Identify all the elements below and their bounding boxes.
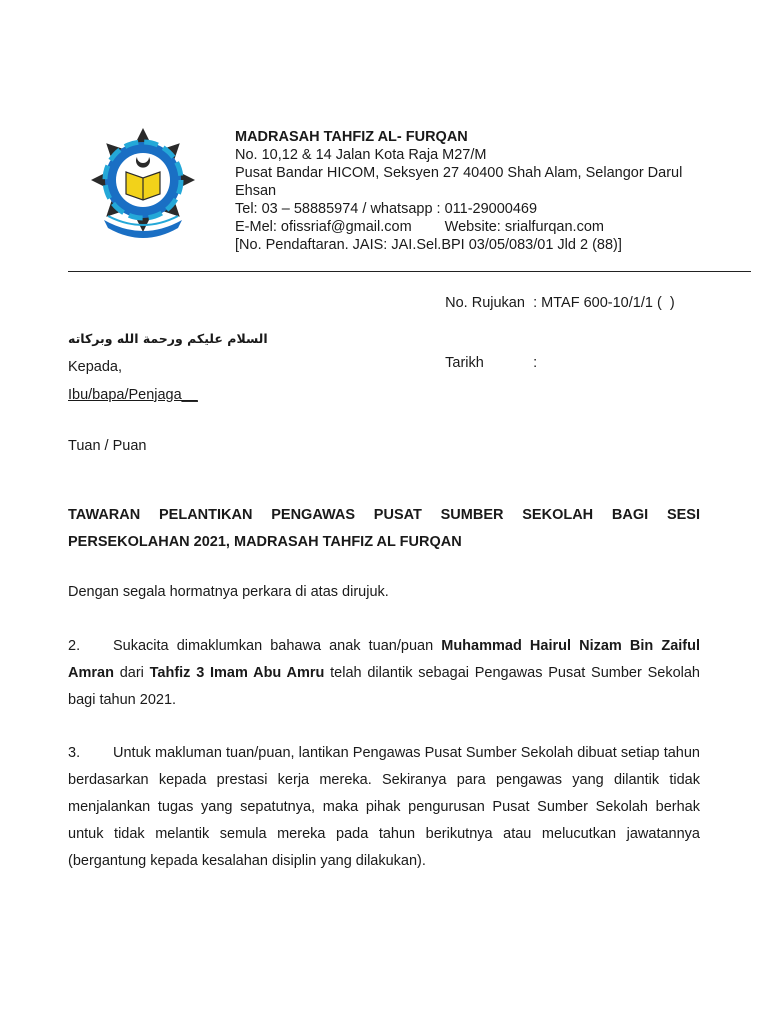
reference-block <box>429 273 675 393</box>
madrasah-crest-logo <box>82 124 204 242</box>
contact-line <box>235 218 715 236</box>
student-name: Muhammad Hairul Nizam Bin Zaiful Amran <box>68 638 701 681</box>
header-divider <box>68 271 751 272</box>
paragraph-3-text: Untuk makluman tuan/puan, lantikan Pengawas Pusat Sumber Sekolah dibuat setiap tahun berdasarkan kepada prestasi kerja mereka. Sekiranya para pengawas yang dilantik tidak menjalankan tugas yang sepatutnya, maka pihak pengurusan Pusat Sumber Sekolah berhak untuk tidak melantik semula mereka pada tahun berikutnya atau melucutkan jawatannya (bergantung kepada kesalahan disiplin yang dilakukan). <box>68 745 700 869</box>
letter-title-line-1: TAWARAN PELANTIKAN PENGAWAS PUSAT SUMBER SEKOLAH BAGI SESI <box>68 507 700 523</box>
website-text: Website: srialfurqan.com <box>444 219 604 235</box>
reference-value: : MTAF 600-10/1/1 ( ) <box>533 295 675 311</box>
email-text: E-Mel: ofissriaf@gmail.com <box>235 219 412 235</box>
address-line-1: No. 10,12 & 14 Jalan Kota Raja M27/M <box>235 147 487 163</box>
arabic-greeting: السلام عليكم ورحمة الله وبركاته <box>68 331 268 346</box>
recipient-line: Ibu/bapa/Penjaga__ <box>68 387 198 403</box>
telephone-line: Tel: 03 – 58885974 / whatsapp : 011-29000469 <box>235 201 538 217</box>
crest-icon <box>82 124 204 242</box>
salutation: Tuan / Puan <box>68 438 147 454</box>
letterhead <box>235 128 715 254</box>
organization-name: MADRASAH TAHFIZ AL- FURQAN <box>235 129 468 145</box>
to-label: Kepada, <box>68 359 123 375</box>
date-row <box>429 333 675 393</box>
paragraph-2-text-c: telah dilantik sebagai Pengawas Pusat Sumber Sekolah bagi tahun 2021. <box>68 665 700 708</box>
paragraph-3-number: 3. <box>68 745 81 761</box>
letter-title <box>68 502 700 556</box>
paragraph-2-number: 2. <box>68 638 81 654</box>
paragraph-2-text-a: Sukacita dimaklumkan bahawa anak tuan/puan <box>113 638 442 654</box>
date-value: : <box>533 355 538 371</box>
date-label: Tarikh <box>445 355 484 371</box>
paragraph-2-text-b: dari <box>113 665 150 681</box>
registration-line: [No. Pendaftaran. JAIS: JAI.Sel.BPI 03/05/083/01 Jld 2 (88)] <box>235 237 622 253</box>
student-class: Tahfiz 3 Imam Abu Amru <box>149 665 325 681</box>
letter-title-line-2: PERSEKOLAHAN 2021, MADRASAH TAHFIZ AL FURQAN <box>68 534 462 550</box>
paragraph-3 <box>68 740 700 875</box>
address-line-2: Pusat Bandar HICOM, Seksyen 27 40400 Shah Alam, Selangor Darul Ehsan <box>235 165 683 199</box>
intro-paragraph: Dengan segala hormatnya perkara di atas dirujuk. <box>68 584 389 600</box>
reference-row <box>429 273 675 333</box>
reference-label: No. Rujukan <box>445 295 525 311</box>
paragraph-2 <box>68 633 700 714</box>
